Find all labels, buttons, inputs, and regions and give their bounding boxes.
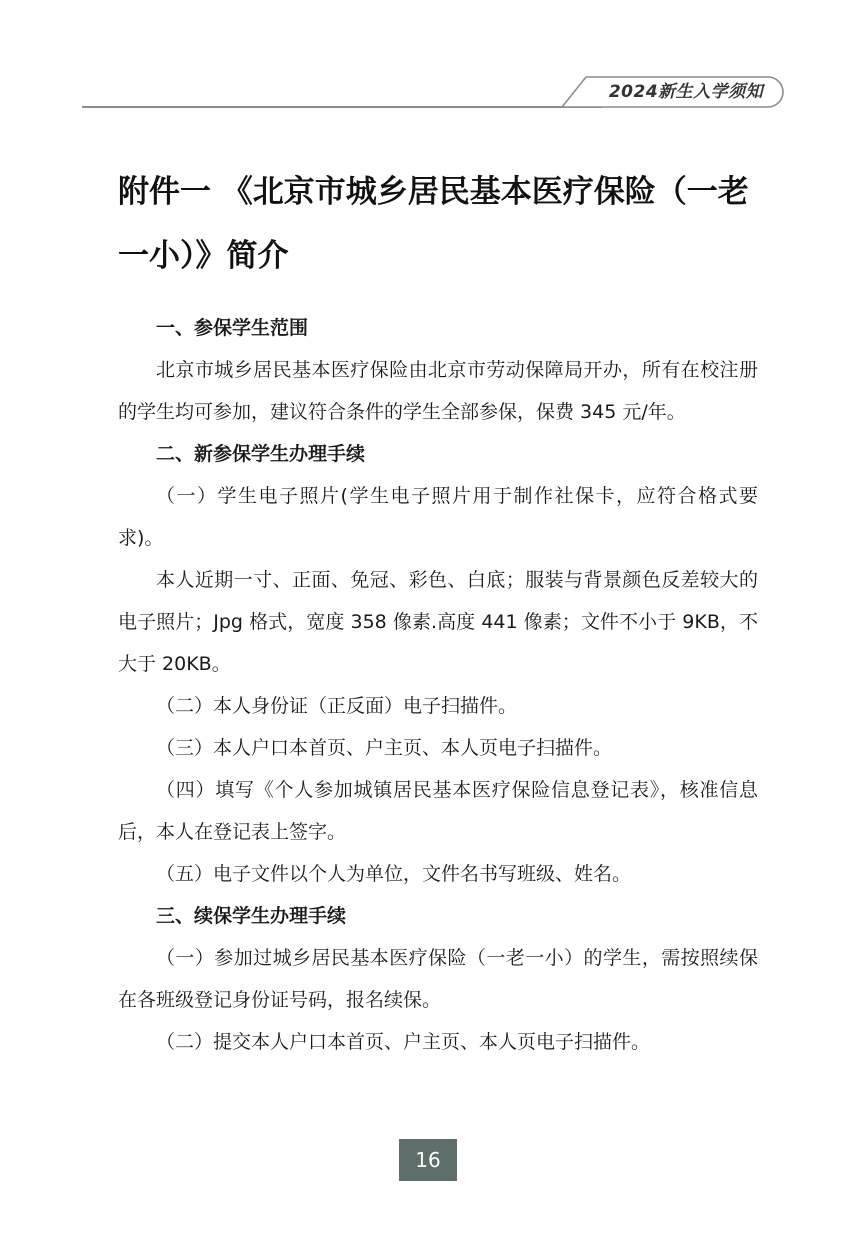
page-number: 16	[399, 1139, 457, 1181]
paragraph: （二）本人身份证（正反面）电子扫描件。	[156, 695, 518, 717]
paragraph: （一）学生电子照片(学生电子照片用于制作社保卡，应符合格式要求)。	[118, 485, 758, 549]
paragraph: （二）提交本人户口本首页、户主页、本人页电子扫描件。	[156, 1031, 651, 1053]
paragraph: 本人近期一寸、正面、免冠、彩色、白底；服装与背景颜色反差较大的电子照片；Jpg 格式，宽度 358 像素.高度 441 像素；文件不小于 9KB，不大于 20KB。	[118, 569, 758, 675]
header-rule	[82, 106, 602, 108]
paragraph: （四）填写《个人参加城镇居民基本医疗保险信息登记表》，核准信息后，本人在登记表上签字。	[118, 779, 758, 843]
section-heading: 二、新参保学生办理手续	[156, 443, 366, 465]
paragraph: （一）参加过城乡居民基本医疗保险（一老一小）的学生，需按照续保在各班级登记身份证号码，报名续保。	[118, 947, 758, 1011]
document-title: 附件一 《北京市城乡居民基本医疗保险（一老一小）》简介	[118, 174, 749, 274]
section-heading: 三、续保学生办理手续	[156, 905, 347, 927]
paragraph: 北京市城乡居民基本医疗保险由北京市劳动保障局开办，所有在校注册的学生均可参加，建议符合条件的学生全部参保，保费 345 元/年。	[118, 359, 758, 423]
paragraph: （三）本人户口本首页、户主页、本人页电子扫描件。	[156, 737, 613, 759]
header-title: 2024新生入学须知	[608, 82, 764, 102]
paragraph: （五）电子文件以个人为单位，文件名书写班级、姓名。	[156, 863, 632, 885]
section-heading: 一、参保学生范围	[156, 317, 309, 339]
header-tab	[562, 76, 784, 108]
document-body	[118, 307, 758, 1063]
